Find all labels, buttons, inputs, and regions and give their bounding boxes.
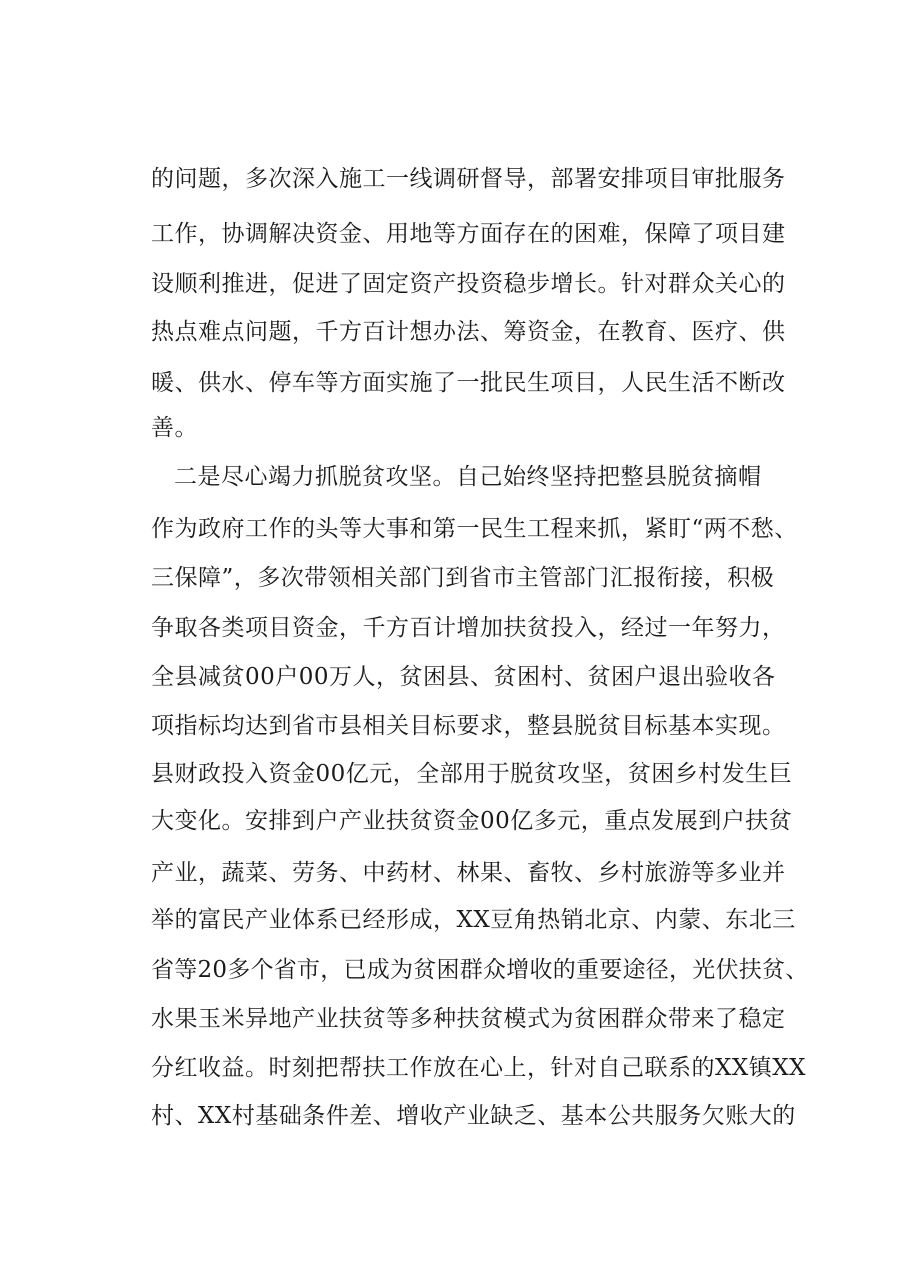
text-line: 举的富民产业体系已经形成，XX豆角热销北京、内蒙、东北三	[151, 907, 796, 933]
text-line: 省等20多个省市，已成为贫困群众增收的重要途径，光伏扶贫、	[151, 957, 809, 983]
text-line: 作为政府工作的头等大事和第一民生工程来抓，紧盯“两不愁、	[151, 516, 798, 542]
text-line: 争取各类项目资金，千方百计增加扶贫投入，经过一年努力，	[151, 615, 786, 641]
text-line: 产业，蔬菜、劳务、中药材、林果、畜牧、乡村旅游等多业并	[151, 860, 786, 886]
text-line: 全县减贫00户00万人，贫困县、贫困村、贫困户退出验收各	[151, 664, 776, 690]
text-line: 县财政投入资金00亿元，全部用于脱贫攻坚，贫困乡村发生巨	[151, 761, 793, 787]
text-line: 工作，协调解决资金、用地等方面存在的困难，保障了项目建	[151, 221, 786, 247]
text-line: 三保障”，多次带领相关部门到省市主管部门汇报衔接，积极	[151, 565, 775, 591]
text-line: 村、XX村基础条件差、增收产业缺乏、基本公共服务欠账大的	[151, 1103, 796, 1129]
text-line: 的问题，多次深入施工一线调研督导，部署安排项目审批服务	[151, 166, 786, 192]
text-line: 水果玉米异地产业扶贫等多种扶贫模式为贫困群众带来了稳定	[151, 1006, 786, 1032]
text-line: 分红收益。时刻把帮扶工作放在心上，针对自己联系的XX镇XX	[151, 1055, 806, 1081]
paragraph-first-line: 二是尽心竭力抓脱贫攻坚。自己始终坚持把整县脱贫摘帽	[174, 464, 762, 490]
text-line: 项指标均达到省市县相关目标要求，整县脱贫目标基本实现。	[151, 713, 786, 739]
text-line: 大变化。安排到户产业扶贫资金00亿多元，重点发展到户扶贫	[151, 808, 793, 834]
text-line: 暖、供水、停车等方面实施了一批民生项目，人民生活不断改	[151, 370, 786, 396]
text-line: 善。	[151, 415, 198, 441]
text-line: 热点难点问题，千方百计想办法、筹资金，在教育、医疗、供	[151, 319, 786, 345]
text-line: 设顺利推进，促进了固定资产投资稳步增长。针对群众关心的	[151, 271, 786, 297]
